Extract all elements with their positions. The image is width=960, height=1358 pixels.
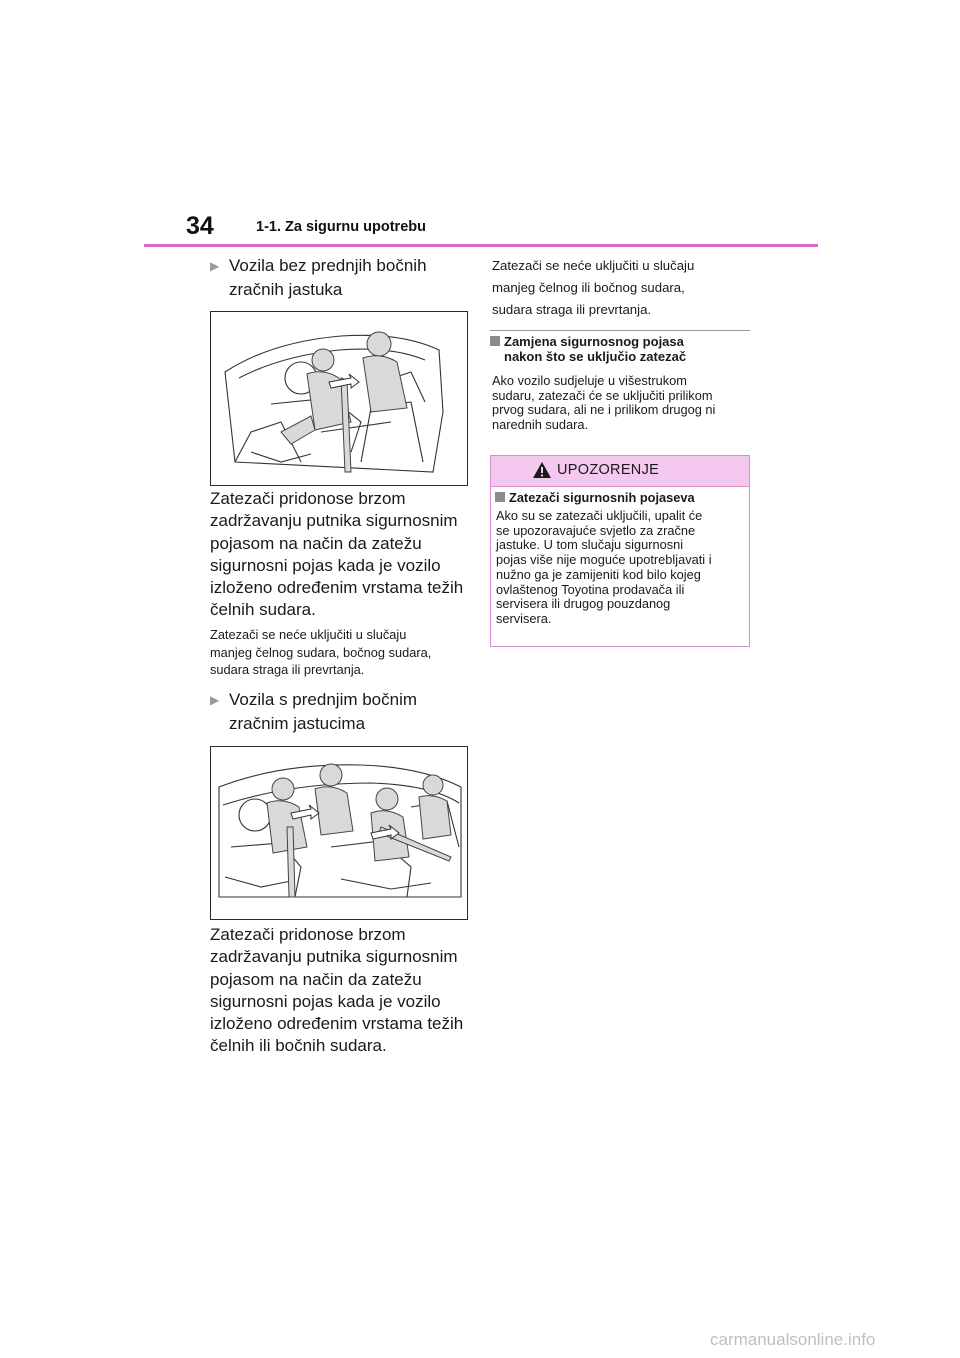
bullet-line: Vozila bez prednjih bočnih — [229, 256, 427, 275]
arrow-bullet-icon: ▶ — [210, 693, 220, 707]
warning-text — [496, 509, 746, 627]
text-line: nužno ga je zamijeniti kod bilo kojeg — [496, 566, 701, 582]
warning-triangle-icon — [532, 461, 552, 479]
subheading-line: nakon što se uključio zatezač — [504, 348, 687, 364]
bullet-heading-no-side-airbags — [210, 254, 427, 302]
section-divider — [490, 330, 750, 331]
text-line: narednih sudara. — [492, 416, 589, 432]
text-line: sigurnosni pojas kada je vozilo — [210, 555, 441, 575]
page-number: 34 — [186, 212, 214, 240]
text-line: sigurnosni pojas kada je vozilo — [210, 991, 441, 1011]
text-line: čelnih sudara. — [210, 600, 316, 620]
text-line: Zatezači se neće uključiti u slučaju — [492, 258, 695, 273]
warning-box — [490, 455, 750, 647]
text-line: pojas više nije moguće upotrebljavati i — [496, 552, 712, 568]
text-line: jastuke. U tom slučaju sigurnosni — [496, 537, 684, 553]
text-line: zadržavanju putnika sigurnosnim — [210, 947, 458, 967]
bullet-line: zračnim jastucima — [229, 714, 366, 733]
watermark: carmanualsonline.info — [710, 1330, 876, 1349]
text-line: sudara straga ili prevrtanja. — [492, 302, 652, 317]
text-line: Zatezači pridonose brzom — [210, 489, 406, 508]
header-rule — [144, 244, 818, 247]
text-line: izloženo određenim vrstama težih — [210, 578, 464, 598]
warning-title: UPOZORENJE — [557, 462, 660, 478]
warning-subheading — [495, 490, 695, 505]
text-line: Ako su se zatezači uključili, upalit će — [496, 508, 703, 523]
bullet-line: Vozila s prednjim bočnim — [229, 690, 418, 709]
section-title: 1-1. Za sigurnu upotrebu — [256, 219, 426, 235]
text-line: izloženo određenim vrstama težih — [210, 1014, 464, 1034]
illustration-front-seat-pretensioner — [210, 311, 468, 486]
text-line: Zatezači pridonose brzom — [210, 925, 406, 944]
replacement-subheading — [490, 335, 752, 364]
pretensioner-note-2 — [492, 255, 752, 321]
text-line: pojasom na način da zatežu — [210, 969, 422, 989]
bullet-heading-with-side-airbags — [210, 688, 417, 736]
text-line: sudaru, zatezači će se uključiti prilikom — [492, 387, 713, 403]
warning-header — [491, 456, 749, 487]
text-line: manjeg čelnog ili bočnog sudara, — [492, 280, 685, 295]
pretensioner-note-1 — [210, 626, 472, 679]
replacement-text — [492, 374, 754, 432]
arrow-bullet-icon: ▶ — [210, 259, 220, 273]
text-line: prvog sudara, ali ne i prilikom drugog ni — [492, 402, 716, 418]
text-line: manjeg čelnog sudara, bočnog sudara, — [210, 644, 432, 660]
text-line: pojasom na način da zatežu — [210, 533, 422, 553]
text-line: sudara straga ili prevrtanja. — [210, 662, 365, 677]
pretensioner-description-1 — [210, 488, 472, 622]
text-line: servisera ili drugog pouzdanog — [496, 596, 671, 612]
text-line: čelnih ili bočnih sudara. — [210, 1036, 387, 1056]
text-line: se upozoravajuće svjetlo za zračne — [496, 522, 696, 538]
text-line: Ako vozilo sudjeluje u višestrukom — [492, 373, 687, 388]
pretensioner-description-2 — [210, 924, 472, 1058]
subheading-line: Zamjena sigurnosnog pojasa — [504, 334, 684, 349]
text-line: Zatezači se neće uključiti u slučaju — [210, 627, 407, 642]
bullet-line: zračnih jastuka — [229, 280, 343, 299]
square-bullet-icon — [490, 336, 500, 346]
square-bullet-icon — [495, 492, 505, 502]
text-line: zadržavanju putnika sigurnosnim — [210, 511, 458, 531]
warning-subheading-text: Zatezači sigurnosnih pojaseva — [509, 490, 695, 505]
text-line: servisera. — [496, 610, 552, 626]
text-line: ovlaštenog Toyotina prodavača ili — [496, 581, 685, 597]
illustration-front-rear-seat-pretensioner — [210, 746, 468, 920]
